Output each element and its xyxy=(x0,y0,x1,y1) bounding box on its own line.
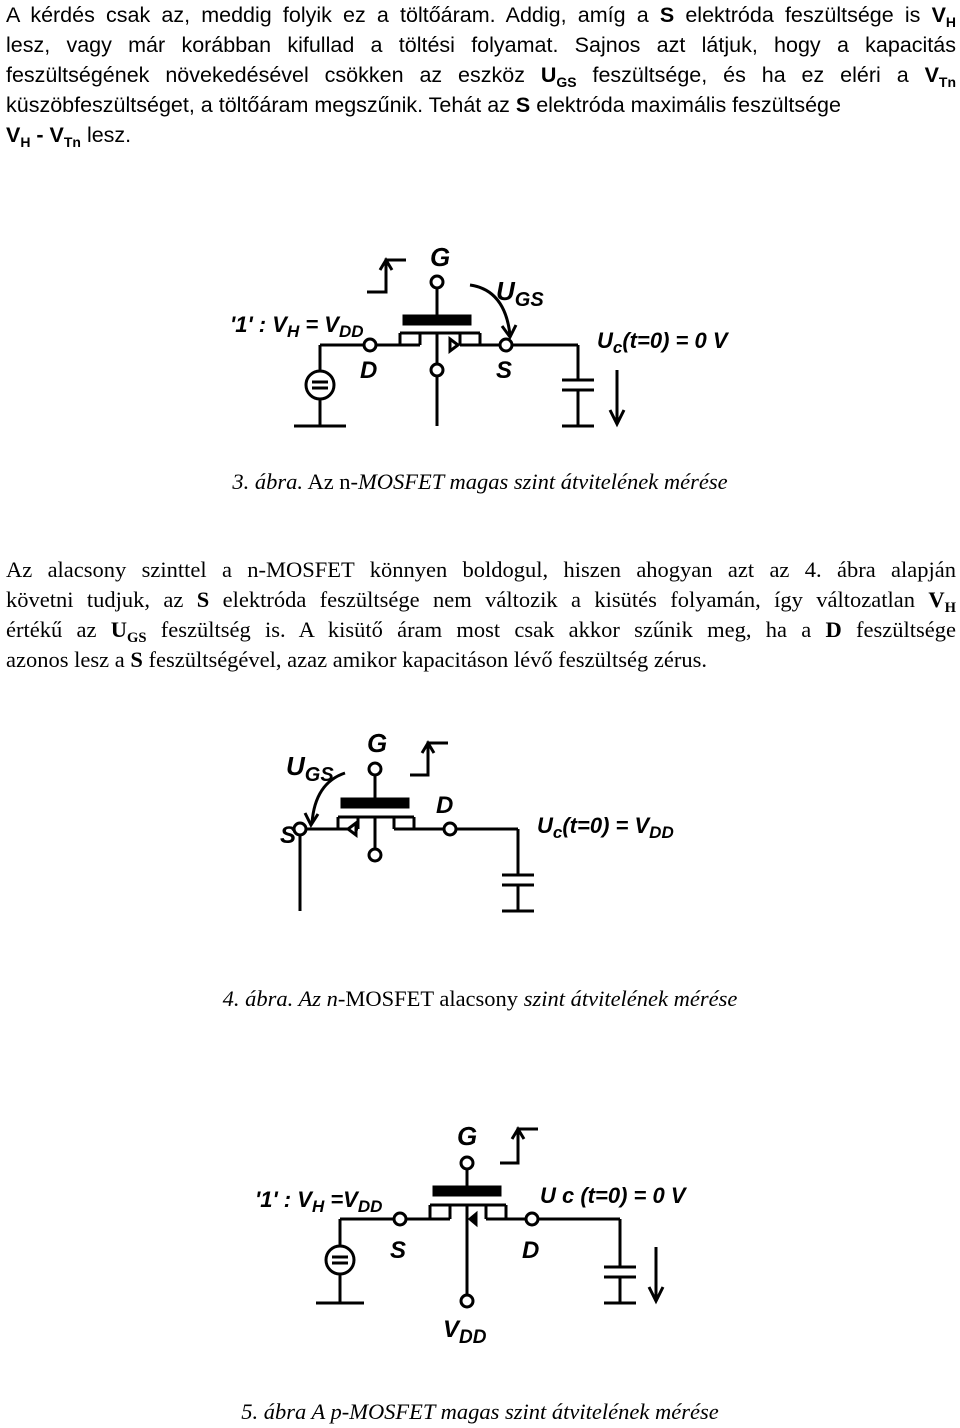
fig5-logic-one-label: '1' : $V_H =V_{DD}$ xyxy=(255,1187,383,1216)
fig3-gate-label: G xyxy=(430,242,451,272)
paragraph2-line2: követni tudjuk, az S elektróda feszültsége nem változik a kisütés folyamán, így változatlan $V_H$ xyxy=(6,587,956,617)
fig3-logic-one-label: '1' : $V_H = V_{DD}$ xyxy=(230,312,364,341)
fig5-uc-label: U c (t=0) = 0 V xyxy=(540,1183,686,1208)
figure3-caption: 3. ábra. Az n-MOSFET magas szint átvitelének mérése xyxy=(232,469,728,494)
fig5-vdd-label: $V_{DD}$ xyxy=(443,1316,487,1348)
fig3-uc-label: $U_c(t=0) = 0$ V xyxy=(597,328,728,357)
fig3-ugs-label: $U_{GS}$ xyxy=(496,276,544,311)
fig5-source-label: S xyxy=(390,1237,407,1264)
fig4-ugs-label: $U_{GS}$ xyxy=(286,751,334,786)
paragraph-discharge xyxy=(6,555,956,675)
fig3-source-label: S xyxy=(496,357,513,384)
paragraph1-line1: A kérdés csak az, meddig folyik ez a töltőáram. Addig, amíg a S elektróda feszültsége is $V_H$ xyxy=(6,3,956,30)
fig3-drain-label: D xyxy=(360,357,378,384)
paragraph1-line4: küszöbfeszültséget, a töltőáram megszűnik. Tehát az S elektróda maximális feszültsége xyxy=(6,93,841,117)
paragraph-charging xyxy=(6,0,956,150)
paragraph1-line3: feszültségének növekedésével csökken az eszköz $U_{GS}$ feszültsége, és ha ez eléri a $V_{Tn}$ xyxy=(6,63,956,90)
paragraph2-line1: Az alacsony szinttel a n-MOSFET könnyen boldogul, hiszen ahogyan azt az 4. ábra alapján xyxy=(6,557,956,582)
figure4-caption: 4. ábra. Az n-MOSFET alacsony szint átvitelének mérése xyxy=(222,986,738,1011)
figure4-circuit xyxy=(0,725,960,925)
fig5-drain-label: D xyxy=(522,1237,540,1264)
paragraph2-line4: azonos lesz a S feszültségével, azaz amikor kapacitáson lévő feszültség zérus. xyxy=(6,647,707,672)
fig4-uc-label: $U_c(t=0) = V_{DD}$ xyxy=(537,813,674,842)
fig4-drain-label: D xyxy=(436,792,454,819)
fig4-gate-label: G xyxy=(367,728,388,758)
figure5-circuit xyxy=(0,1115,960,1355)
figure5-caption: 5. ábra A p-MOSFET magas szint átvitelének mérése xyxy=(241,1399,719,1424)
paragraph1-line2: lesz, vagy már korábban kifullad a töltési folyamat. Sajnos azt látjuk, hogy a kapacitás xyxy=(6,33,956,57)
paragraph2-line3: értékű az $U_{GS}$ feszültség is. A kisütő áram most csak akkor szűnik meg, ha a D feszültsége xyxy=(6,617,956,647)
figure3-circuit xyxy=(0,230,960,445)
paragraph1-line5: $V_H - V_{Tn}$ lesz. xyxy=(6,123,132,150)
fig5-gate-label: G xyxy=(457,1121,478,1151)
fig4-source-label: S xyxy=(280,822,297,849)
